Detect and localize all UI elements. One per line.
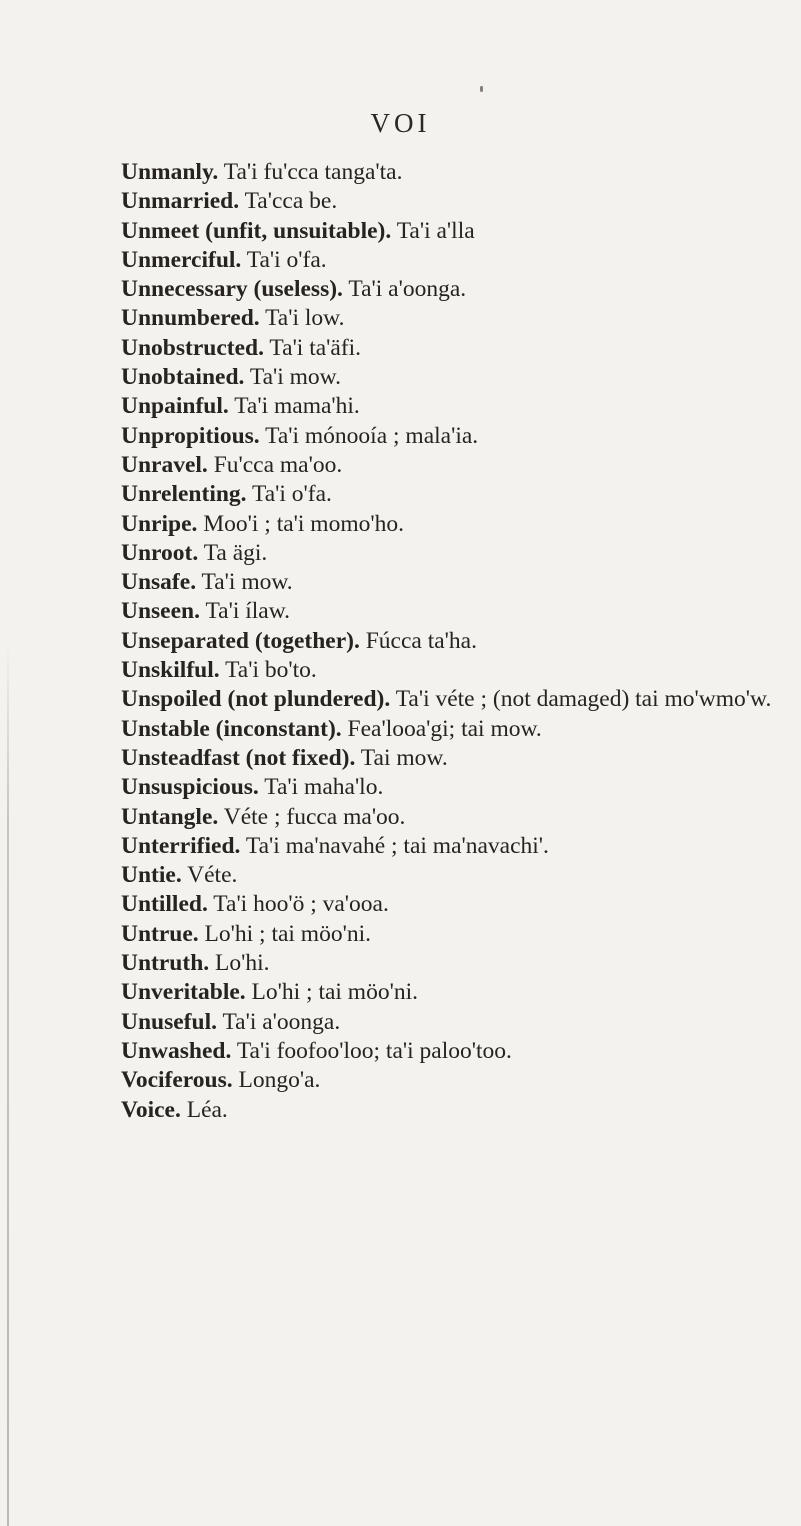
entry-definition: Ta'i o'fa. <box>252 481 332 508</box>
dictionary-entry <box>121 627 777 656</box>
dictionary-entry <box>121 978 777 1007</box>
entry-headword: Unobstructed. <box>121 334 264 361</box>
entry-definition: Ta'i hoo'ö ; va'ooa. <box>213 891 389 918</box>
entry-headword: Unrelenting. <box>121 481 247 508</box>
entry-headword: Unravel. <box>121 451 208 478</box>
entry-headword: Unskilful. <box>121 657 220 684</box>
dictionary-entry <box>121 861 777 890</box>
entry-definition: Véte ; fucca ma'oo. <box>223 803 406 830</box>
entry-definition: Ta'i mow. <box>249 364 342 391</box>
dictionary-entry <box>121 773 777 802</box>
entry-headword: Unmerciful. <box>121 246 242 273</box>
entry-definition: Longo'a. <box>238 1067 321 1094</box>
dictionary-entry <box>121 1037 777 1066</box>
entry-headword: Unveritable. <box>121 979 246 1006</box>
dictionary-entry <box>121 304 777 333</box>
dictionary-entry <box>121 1066 777 1095</box>
entry-definition: Ta'i o'fa. <box>246 246 327 273</box>
entry-headword: Unobtained. <box>121 364 245 391</box>
entry-headword: Unsuspicious. <box>121 774 259 801</box>
entry-definition: Ta ägi. <box>203 539 268 566</box>
entry-definition: Lo'hi ; tai möo'ni. <box>251 979 418 1006</box>
dictionary-entry <box>121 158 777 187</box>
running-head: VOI <box>370 108 431 138</box>
entry-headword: Vociferous. <box>121 1067 233 1094</box>
entry-definition: Ta'i maha'lo. <box>264 774 384 801</box>
entry-headword: Unroot. <box>121 539 199 566</box>
dictionary-entry <box>121 597 777 626</box>
entry-definition: Ta'i bo'to. <box>225 657 317 684</box>
dictionary-entry <box>121 685 777 714</box>
entry-headword: Unmanly. <box>121 159 219 185</box>
entry-headword: Unripe. <box>121 510 198 537</box>
entry-headword: Untilled. <box>121 891 208 918</box>
entry-definition: Fúcca ta'ha. <box>365 627 477 654</box>
entry-definition: Ta'i a'lla <box>396 217 475 244</box>
entry-definition: Ta'i a'oonga. <box>222 1008 341 1035</box>
dictionary-entry <box>121 744 777 773</box>
ink-speck <box>480 86 483 92</box>
dictionary-entry <box>121 803 777 832</box>
entry-headword: Unnecessary (useless). <box>121 276 343 303</box>
entry-headword: Unsteadfast (not fixed). <box>121 744 356 771</box>
entry-definition: Léa. <box>186 1096 228 1123</box>
dictionary-entry <box>121 363 777 392</box>
entry-definition: Ta'i ílaw. <box>205 598 291 625</box>
entry-headword: Unspoiled (not plundered). <box>121 686 391 713</box>
entry-definition: Fea'looa'gi; tai mow. <box>347 715 542 742</box>
entry-list <box>121 158 777 1125</box>
dictionary-entry <box>121 510 777 539</box>
entry-headword: Voice. <box>121 1096 181 1123</box>
entry-definition: Ta'i mónooía ; mala'ia. <box>265 422 479 449</box>
dictionary-entry <box>121 568 777 597</box>
entry-definition: Ta'i low. <box>265 305 345 332</box>
entry-definition: Véte. <box>187 862 238 889</box>
dictionary-entry <box>121 422 777 451</box>
entry-headword: Unsafe. <box>121 569 197 596</box>
entry-definition: Ta'i mama'hi. <box>234 393 360 420</box>
entry-definition: Ta'i ma'navahé ; tai ma'navachi'. <box>245 832 549 859</box>
dictionary-entry <box>121 949 777 978</box>
entry-headword: Unwashed. <box>121 1037 232 1064</box>
entry-definition: Ta'i a'oonga. <box>348 276 467 303</box>
page-gutter-shadow <box>7 640 9 1526</box>
dictionary-entry <box>121 715 777 744</box>
dictionary-entry <box>121 246 777 275</box>
entry-definition: Ta'i ta'äfi. <box>269 334 362 361</box>
dictionary-entry <box>121 656 777 685</box>
entry-headword: Unstable (inconstant). <box>121 715 342 742</box>
entry-definition: Fu'cca ma'oo. <box>213 451 343 478</box>
entry-headword: Unpropitious. <box>121 422 260 449</box>
entry-headword: Untie. <box>121 862 182 889</box>
entry-definition: Lo'hi. <box>215 950 270 977</box>
dictionary-entry <box>121 392 777 421</box>
dictionary-entry <box>121 920 777 949</box>
entry-headword: Untangle. <box>121 803 219 830</box>
entry-definition: Moo'i ; ta'i momo'ho. <box>203 510 404 537</box>
entry-definition: Ta'i fu'cca tanga'ta. <box>223 159 403 185</box>
dictionary-entry <box>121 480 777 509</box>
entry-headword: Unseen. <box>121 598 200 625</box>
entry-headword: Unuseful. <box>121 1008 217 1035</box>
dictionary-entry <box>121 1008 777 1037</box>
dictionary-entry <box>121 187 777 216</box>
dictionary-entry <box>121 832 777 861</box>
entry-headword: Untruth. <box>121 950 210 977</box>
entry-headword: Unpainful. <box>121 393 229 420</box>
entry-definition: Lo'hi ; tai möo'ni. <box>204 920 371 947</box>
entry-definition: Ta'cca be. <box>244 188 338 215</box>
entry-headword: Untrue. <box>121 920 199 947</box>
entry-headword: Unmarried. <box>121 188 240 215</box>
entry-definition: Tai mow. <box>360 744 448 771</box>
dictionary-entry <box>121 334 777 363</box>
dictionary-entry <box>121 890 777 919</box>
entry-definition: Ta'i mow. <box>201 569 293 596</box>
dictionary-entry <box>121 1096 777 1125</box>
dictionary-entry <box>121 275 777 304</box>
dictionary-entry <box>121 451 777 480</box>
entry-headword: Unseparated (together). <box>121 627 360 654</box>
dictionary-entry <box>121 539 777 568</box>
entry-headword: Unnumbered. <box>121 305 260 332</box>
entry-headword: Unterrified. <box>121 832 241 859</box>
entry-definition: Ta'i foofoo'loo; ta'i paloo'too. <box>236 1037 512 1064</box>
dictionary-entry <box>121 217 777 246</box>
entry-headword: Unmeet (unfit, unsuitable). <box>121 217 392 244</box>
entry-definition: Ta'i véte ; (not damaged) tai mo'wmo'w. <box>395 686 772 713</box>
